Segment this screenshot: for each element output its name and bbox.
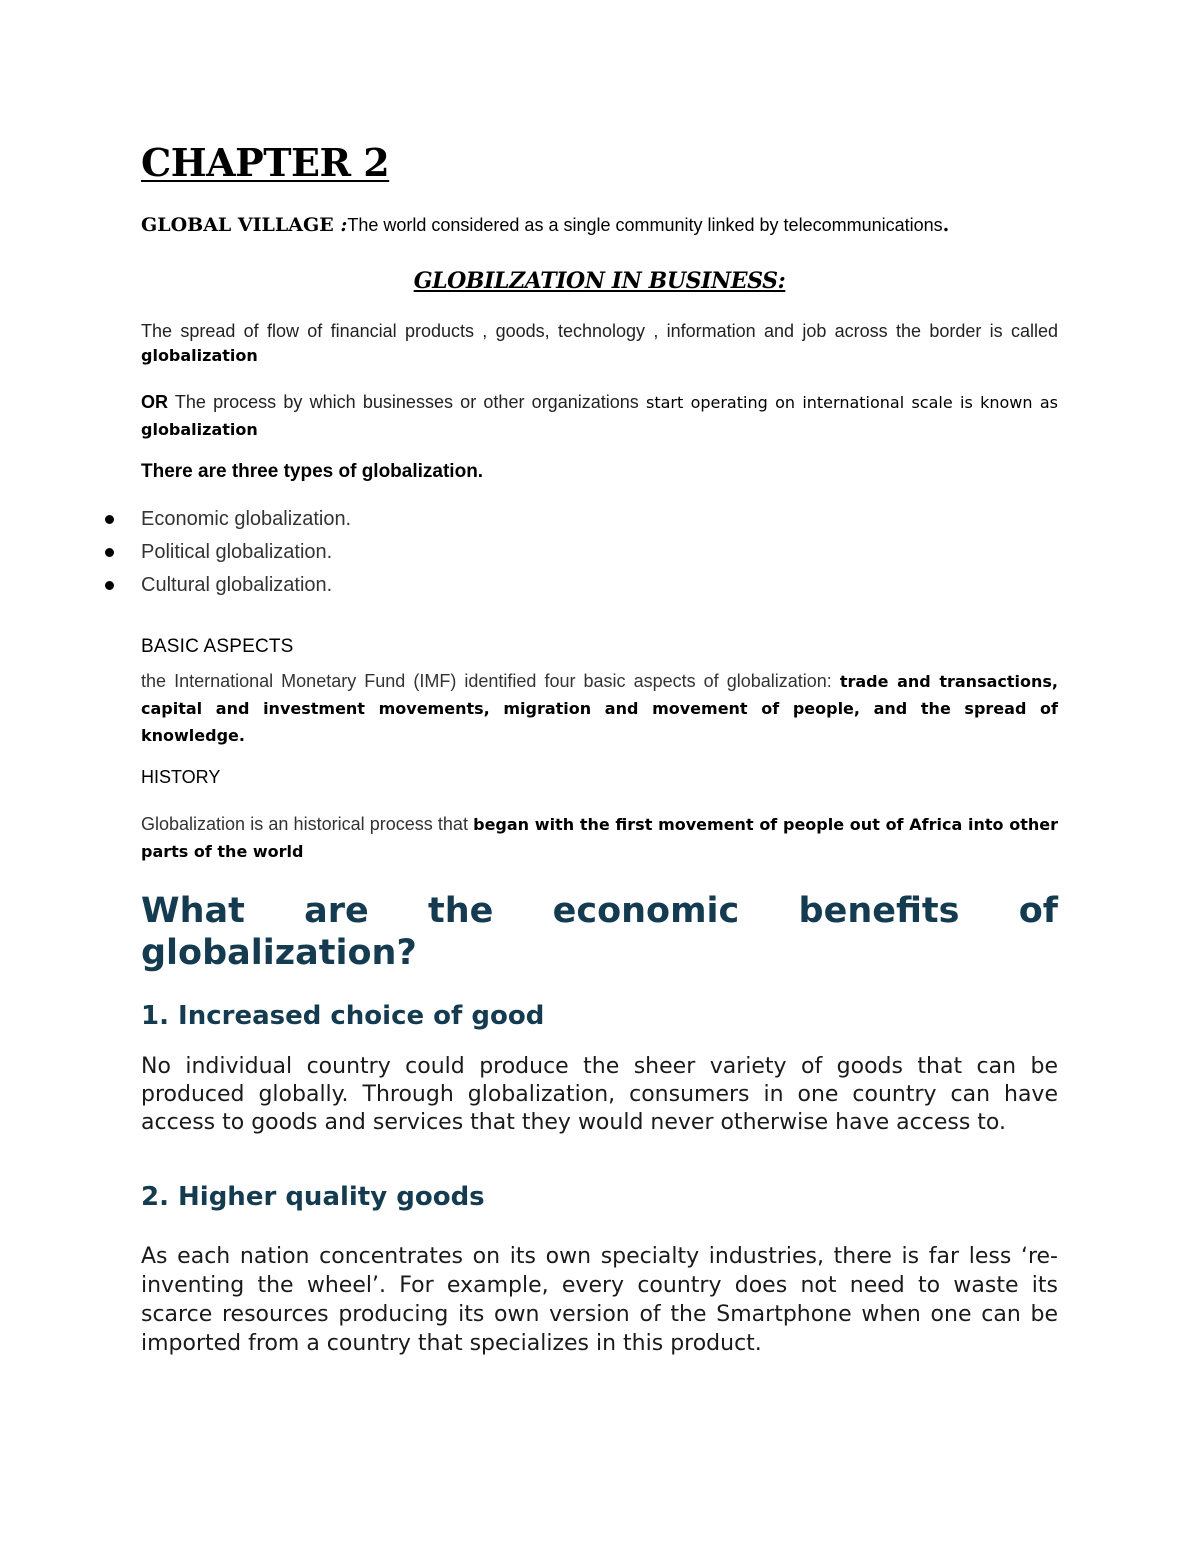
types-heading: There are three types of globalization.: [141, 461, 484, 482]
chapter-title: CHAPTER 2: [141, 140, 390, 185]
bullet-icon: [105, 548, 114, 557]
types-list: [141, 503, 351, 602]
list-item: [141, 536, 351, 569]
global-village-definition: [141, 214, 1058, 236]
benefit-text-2: As each nation concentrates on its own specialty industries, there is far less ‘re-inventing the wheel’. For example, every country does not need to waste its scarce resources producing its own version of the Smartphone when one can be imported from a country that specializes in this product.: [141, 1244, 1058, 1356]
bullet-icon: [105, 515, 114, 524]
history-text: Globalization is an historical process that: [141, 814, 474, 834]
benefits-heading: What are the economic benefits of globalization?: [141, 891, 1058, 973]
benefit-title-1: 1. Increased choice of good: [141, 1001, 545, 1031]
global-village-text: The world considered as a single community linked by telecommunications: [347, 215, 943, 235]
definition-2-text: The process by which businesses or other organizations: [168, 392, 646, 412]
basic-aspects-text: the International Monetary Fund (IMF) identified four basic aspects of globalization:: [141, 671, 840, 691]
definition-1-bold: globalization: [141, 346, 258, 365]
benefit-title-2: 2. Higher quality goods: [141, 1182, 485, 1212]
basic-aspects-bold: trade and transactions, capital and investment movements, migration and movement of people, and the spread of knowledge.: [141, 672, 1058, 745]
basic-aspects-heading: BASIC ASPECTS: [141, 636, 294, 657]
type-item-label: Political globalization.: [141, 541, 333, 563]
benefit-text-1: No individual country could produce the sheer variety of goods that can be produced globally. Through globalization, consumers in one country can have access to goods and services that they would never otherwise have access to.: [141, 1054, 1058, 1135]
history-bold: began with the first movement of people out of Africa into other parts of the world: [141, 815, 1058, 861]
global-village-term: GLOBAL VILLAGE: [141, 214, 341, 236]
list-item: [141, 569, 351, 602]
type-item-label: Economic globalization.: [141, 508, 352, 530]
list-item: [141, 503, 351, 536]
globalization-definition-2: [141, 389, 1058, 443]
globalization-heading: GLOBILZATION IN BUSINESS:: [413, 268, 786, 294]
history-heading: HISTORY: [141, 767, 221, 787]
definition-2-bold: globalization: [141, 420, 258, 439]
basic-aspects-paragraph: [141, 668, 1058, 749]
definition-2-tail: start operating on international scale is known as: [645, 393, 1058, 412]
global-village-period: .: [942, 214, 950, 236]
type-item-label: Cultural globalization.: [141, 574, 333, 596]
definition-1-text: The spread of flow of financial products , goods, technology , information and job across the border is called: [141, 321, 1058, 341]
bullet-icon: [105, 581, 114, 590]
history-paragraph: [141, 811, 1058, 865]
global-village-colon: :: [340, 214, 348, 236]
or-label: OR: [141, 392, 168, 412]
globalization-definition-1: [141, 319, 1058, 368]
